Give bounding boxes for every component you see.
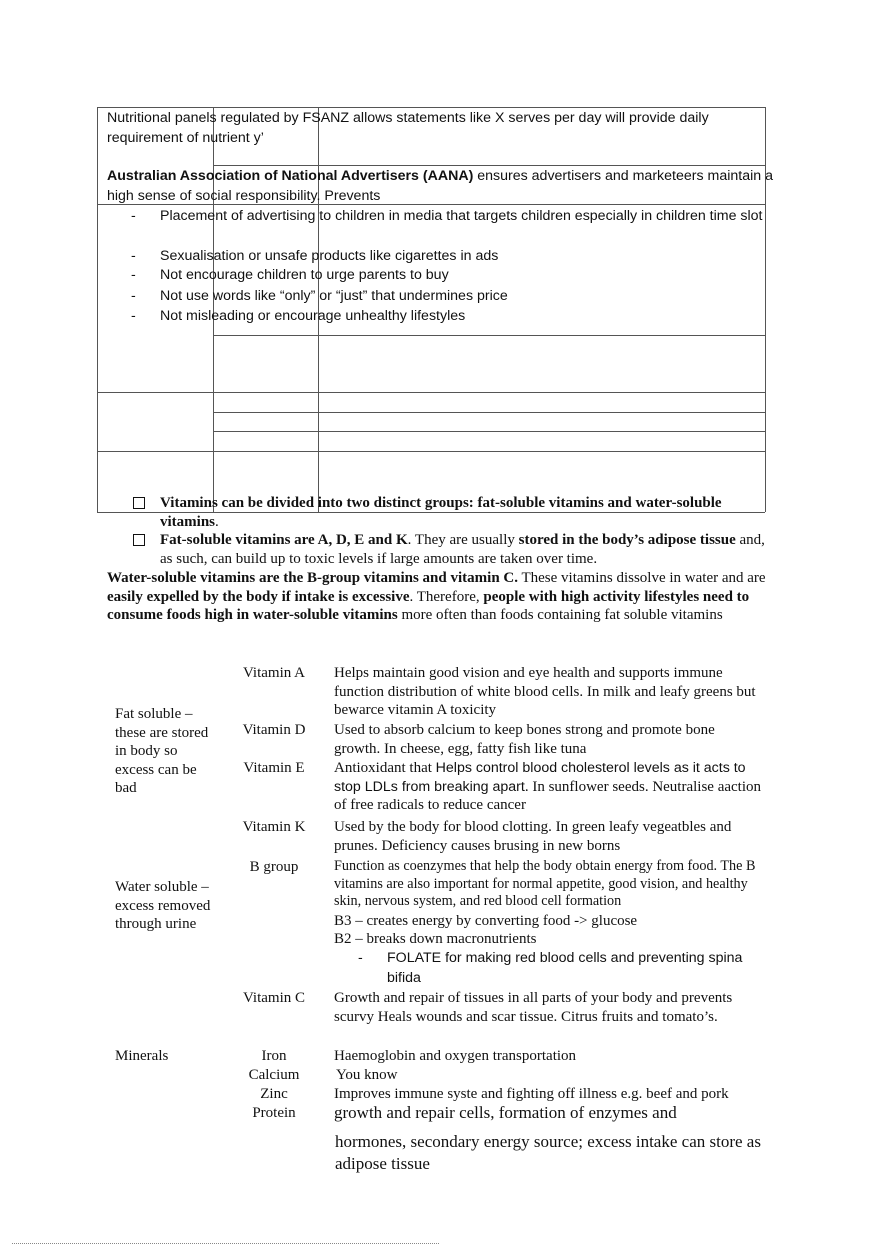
vitamin-groups-text: Vitamins can be divided into two distinct groups: fat-soluble vitamins and water-soluble vitamins xyxy=(160,495,722,530)
vitamin-e-text-a: Antioxidant that xyxy=(334,760,436,776)
list-item-text: Not use words like “only” or “just” that undermines price xyxy=(160,288,508,304)
footnote-separator xyxy=(12,1243,439,1244)
aana-text: ensures advertisers and marketeers maintain a high sense of social responsibility. Prevents xyxy=(107,168,773,204)
checkbox-icon xyxy=(133,497,145,509)
dash-marker: - xyxy=(131,208,136,224)
fat-soluble-heading: Fat-soluble vitamins are A, D, E and K xyxy=(160,532,408,548)
fat-soluble-text-b: stored in the body’s adipose tissue xyxy=(518,532,736,548)
fat-soluble-text-c: and, as such, can build up to toxic levels if large amounts are taken over time. xyxy=(160,532,765,567)
folate-text: FOLATE for making red blood cells and preventing spina bifida xyxy=(387,950,743,986)
list-item-text: Not misleading or encourage unhealthy lifestyles xyxy=(160,308,466,324)
aana-name: Australian Association of National Advertisers (AANA) xyxy=(107,168,474,184)
vitamin-e-text-c: . In sunflower seeds. Neutralise aaction of free radicals to reduce cancer xyxy=(334,778,762,814)
aana-paragraph xyxy=(107,166,779,206)
vitamin-e-text-b: Helps control blood cholesterol levels as it acts to stop LDLs from breaking apart xyxy=(334,760,746,795)
nutrient-name: Calcium xyxy=(248,1067,300,1083)
list-item-text: Not encourage children to urge parents to buy xyxy=(160,267,449,283)
nutrient-description: Used by the body for blood clotting. In green leafy vegeatbles and prunes. Deficiency causes brusing in new borns xyxy=(334,819,732,854)
fsanz-text: Nutritional panels regulated by FSANZ allows statements like X serves per day will provide daily requirement of nutrient y’ xyxy=(107,110,709,146)
nutrient-description xyxy=(334,759,762,815)
nutrient-name: Iron xyxy=(261,1048,287,1064)
list-item-text: Placement of advertising to children in media that targets children especially in children time slot xyxy=(160,208,763,224)
nutrient-description: You know xyxy=(336,1067,398,1083)
nutrient-name: Protein xyxy=(252,1105,296,1121)
group-minerals: Minerals xyxy=(115,1048,169,1064)
period: . xyxy=(215,513,219,530)
water-text-c: . Therefore, xyxy=(409,588,484,605)
water-soluble-paragraph xyxy=(107,569,773,625)
water-text-e: more often than foods containing fat soluble vitamins xyxy=(397,607,723,624)
water-soluble-heading: Water-soluble vitamins are the B-group vitamins and vitamin C. xyxy=(107,570,518,586)
water-text-a: These vitamins dissolve in water and are xyxy=(518,570,766,586)
list-item-text: Sexualisation or unsafe products like cigarettes in ads xyxy=(160,248,499,264)
group-fat-soluble: Fat soluble – these are stored in body so excess can be bad xyxy=(115,706,209,797)
nutrient-description: Used to absorb calcium to keep bones strong and promote bone growth. In cheese, egg, fatty fish like tuna xyxy=(334,722,715,757)
nutrient-description: Growth and repair of tissues in all parts of your body and prevents scurvy Heals wounds and scar tissue. Citrus fruits and tomato’s. xyxy=(334,990,733,1025)
nutrient-name: Vitamin A xyxy=(242,665,305,681)
dash-marker: - xyxy=(131,308,136,324)
group-water-soluble: Water soluble – excess removed through urine xyxy=(115,879,211,933)
dash-marker: - xyxy=(131,288,136,304)
fat-soluble-text-a: . They are usually xyxy=(407,532,519,548)
nutrient-name: Vitamin K xyxy=(242,819,306,835)
dash-marker: - xyxy=(131,248,136,264)
nutrient-description: hormones, secondary energy source; excess intake can store as adipose tissue xyxy=(335,1132,761,1173)
water-text-b: easily expelled by the body if intake is excessive xyxy=(107,588,410,605)
nutrient-description: Function as coenzymes that help the body obtain energy from food. The B vitamins are also important for normal appetite, good vision, and healthy skin, nervous system, and red blood cell formation xyxy=(334,858,756,910)
nutrient-name: Zinc xyxy=(260,1086,288,1102)
nutrient-name: Vitamin C xyxy=(242,990,305,1006)
dash-marker: - xyxy=(131,267,136,283)
fsanz-paragraph xyxy=(107,108,757,148)
b2-line: B2 – breaks down macronutrients xyxy=(334,931,537,947)
nutrient-description: Haemoglobin and oxygen transportation xyxy=(334,1048,577,1064)
b3-line: B3 – creates energy by converting food -> glucose xyxy=(334,913,638,929)
checkbox-icon xyxy=(133,534,145,546)
nutrient-name: B group xyxy=(249,859,299,875)
dash-marker: - xyxy=(358,950,363,966)
nutrient-description: Improves immune syste and fighting off illness e.g. beef and pork xyxy=(334,1086,729,1102)
nutrient-name: Vitamin E xyxy=(243,760,305,776)
nutrient-name: Vitamin D xyxy=(242,722,306,738)
nutrient-description: Helps maintain good vision and eye health and supports immune function distribution of white blood cells. In milk and leafy greens but bewarce vitamin A toxicity xyxy=(334,665,756,719)
water-text-d: people with high activity lifestyles need to consume foods high in water-soluble vitamins xyxy=(107,588,750,624)
nutrient-description: growth and repair cells, formation of enzymes and xyxy=(334,1103,677,1122)
